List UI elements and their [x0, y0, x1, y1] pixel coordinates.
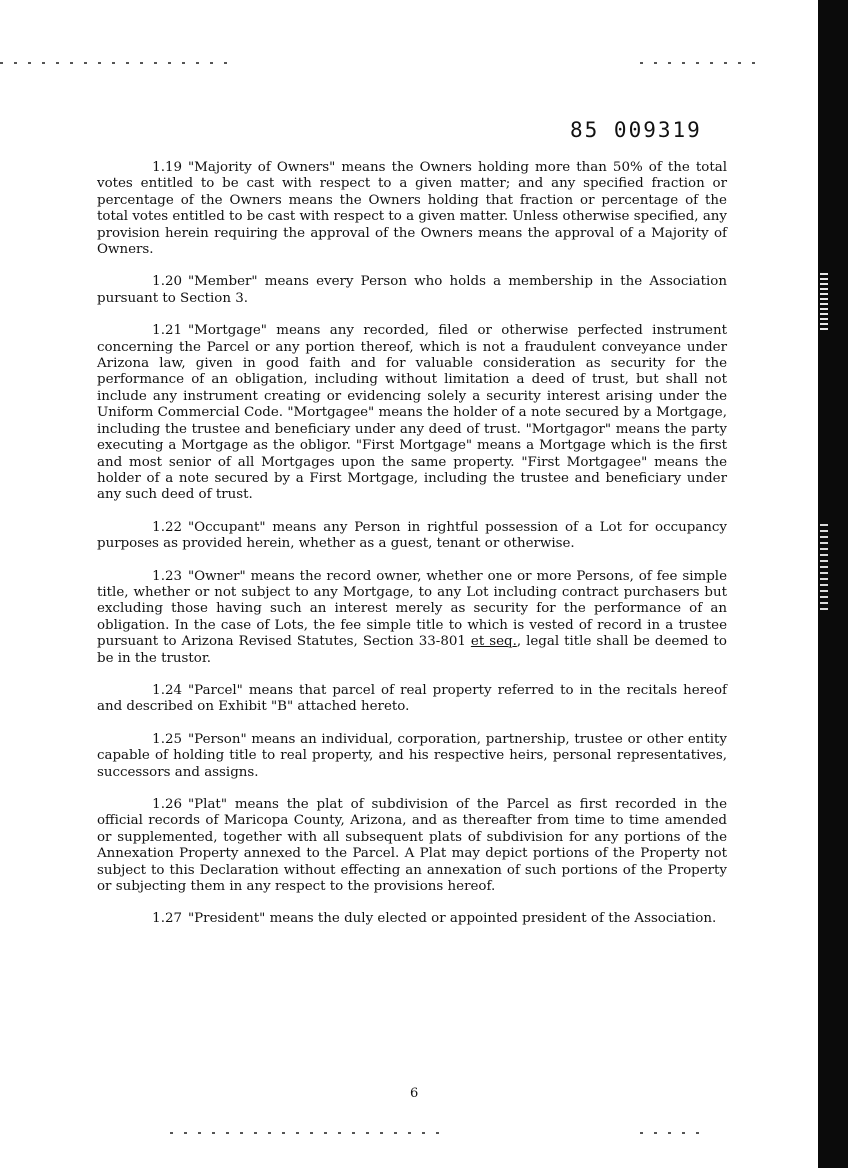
- definition-1-27: [97, 911, 727, 927]
- definition-text: "Owner" means the record owner, whether one or more Persons, of fee simple title, whether or not subject to any Mortgage, to any Lot including contract purchasers but excluding those having such an interest merely as security for the performance of an obligation. In the case of Lots, the fee simple title to which is vested of record in a trustee pursuant to Arizona Revised Statutes, Section 33-801: [97, 568, 727, 650]
- definition-text: "President" means the duly elected or appointed president of the Association.: [188, 911, 717, 927]
- definition-1-25: [97, 732, 727, 781]
- section-number: 1.22: [152, 519, 182, 535]
- section-number: 1.21: [152, 323, 182, 339]
- section-number: 1.19: [152, 160, 182, 175]
- section-number: 1.24: [152, 682, 182, 698]
- section-number: 1.26: [152, 797, 182, 812]
- definition-1-24: [97, 683, 727, 716]
- definition-text: "Mortgage" means any recorded, filed or otherwise perfected instrument concerning the Parcel or any portion thereof, which is not a fraudulent conveyance under Arizona law, given in good faith and for valuable consideration as security for the performance of an obligation, including without limitation a deed of trust, but shall not include any instrument creating or evidencing solely a security interest arising under the Uniform Commercial Code. "Mortgagee" means the holder of a note secured by a Mortgage, including the trustee and beneficiary under any deed of trust. "Mortgagor" means the party executing a Mortgage as the obligor. "First Mortgage" means a Mortgage which is the first and most senior of all Mortgages upon the same property. "First Mortgagee" means the holder of a note secured by a First Mortgage, including the trustee and beneficiary under any such deed of trust.: [97, 323, 727, 503]
- page-number: 6: [410, 1086, 419, 1101]
- definition-text: "Majority of Owners" means the Owners holding more than 50% of the total votes entitled to be cast with respect to a given matter; and any specified fraction or percentage of the Owners means the Owners holding that fraction or percentage of the total votes entitled to be cast with respect to a given matter. Unless otherwise specified, any provision herein requiring the approval of the Owners means the approval of a Majority of Owners.: [97, 160, 727, 258]
- scan-noise-bottom-right: [640, 1132, 710, 1134]
- definition-1-23: [97, 569, 727, 667]
- section-number: 1.25: [152, 731, 182, 747]
- definition-1-19: [97, 160, 727, 258]
- section-number: 1.20: [152, 274, 182, 290]
- definition-text: "Parcel" means that parcel of real property referred to in the recitals hereof and described on Exhibit "B" attached hereto.: [97, 682, 727, 715]
- section-number: 1.23: [152, 568, 182, 584]
- definition-text: "Person" means an individual, corporation, partnership, trustee or other entity capable of holding title to real property, and his respective heirs, personal representatives, successors and assigns.: [97, 731, 727, 780]
- definition-1-21: [97, 323, 727, 503]
- definition-1-22: [97, 520, 727, 553]
- definition-text: "Plat" means the plat of subdivision of the Parcel as first recorded in the official records of Maricopa County, Arizona, and as thereafter from time to time amended or supplemented, together with all subsequent plats of subdivision for any portions of the Annexation Property annexed to the Parcel. A Plat may depict portions of the Property not subject to this Declaration without effecting an annexation of such portions of the Property or subjecting them in any respect to the provisions hereof.: [97, 797, 727, 895]
- document-number: 85 009319: [570, 118, 702, 142]
- definition-1-20: [97, 274, 727, 307]
- definition-text-end: , legal title shall be deemed to be in the trustor.: [97, 634, 727, 666]
- definition-text: "Member" means every Person who holds a membership in the Association pursuant to Section 3.: [97, 274, 727, 306]
- scan-noise-top: [0, 62, 230, 64]
- et-seq-emphasis: et seq.: [470, 634, 517, 650]
- definition-1-26: [97, 797, 727, 895]
- document-body: [97, 160, 727, 944]
- scan-noise-bottom: [170, 1132, 440, 1134]
- definition-text: "Occupant" means any Person in rightful possession of a Lot for occupancy purposes as provided herein, whether as a guest, tenant or otherwise.: [97, 519, 727, 552]
- scan-edge: [818, 0, 848, 1168]
- section-number: 1.27: [152, 911, 182, 927]
- scan-noise-top-right: [640, 62, 760, 64]
